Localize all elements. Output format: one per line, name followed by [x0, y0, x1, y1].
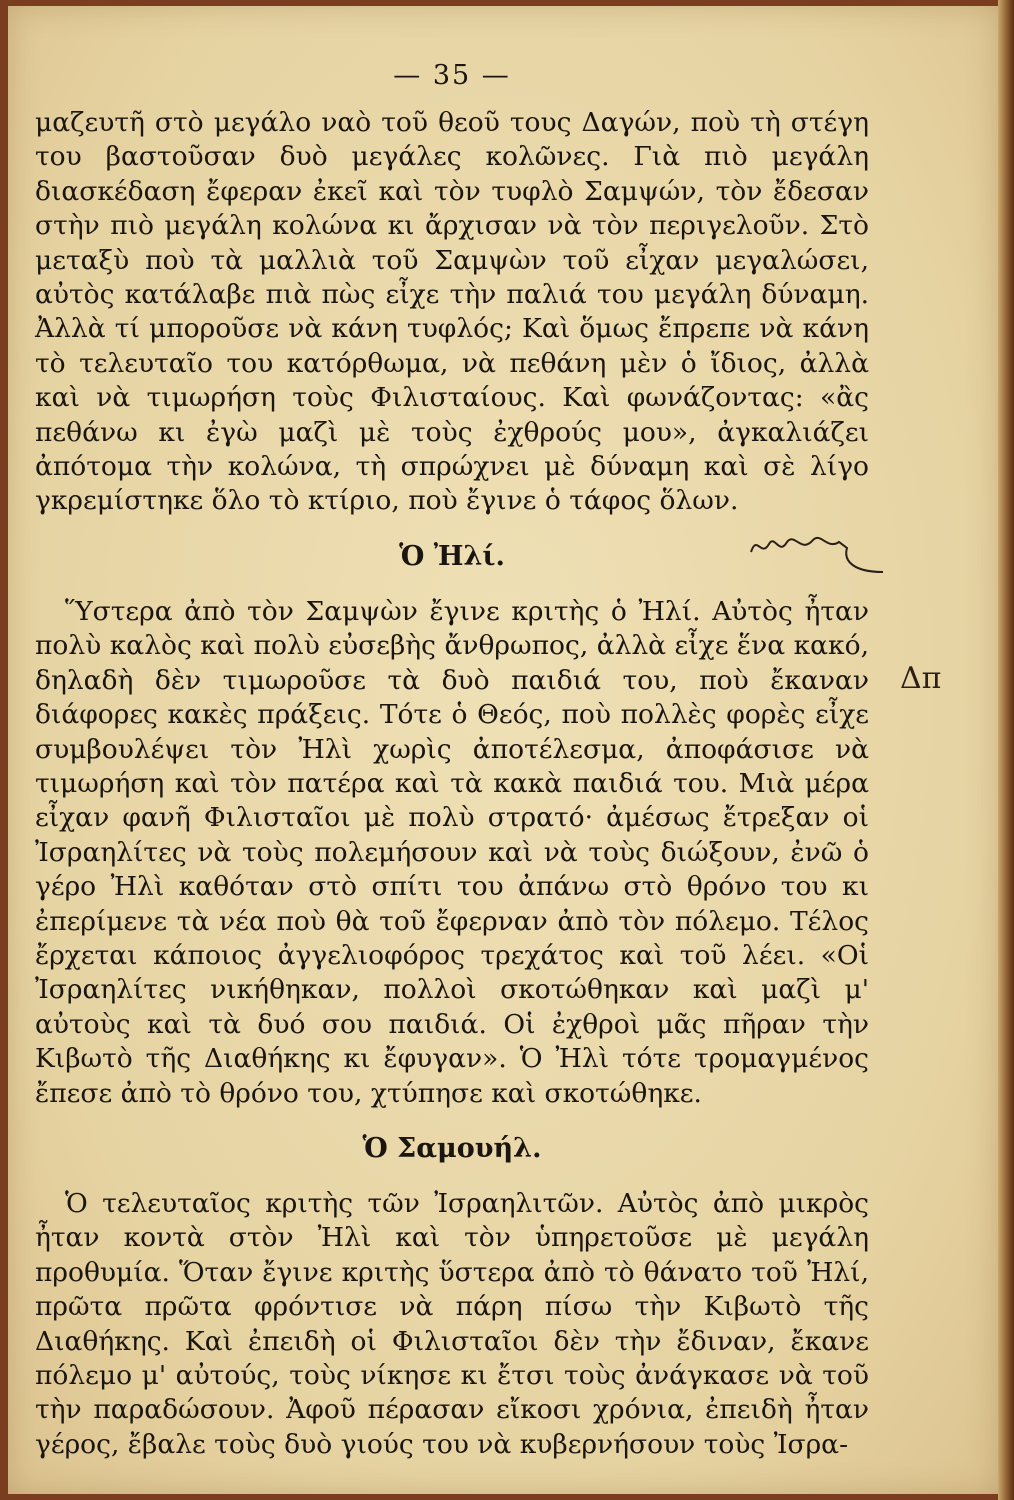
section-heading-eli: Ὁ Ἠλί. — [399, 540, 505, 572]
paragraph-samson-end: μαζευτῆ στὸ μεγάλο ναὸ τοῦ θεοῦ τους Δαγών, ποὺ τὴ στέγη του βαστοῦσαν δυὸ μεγάλες κολῶνες. Γιὰ πιὸ μεγάλη διασκέδαση ἔφεραν ἐκεῖ καὶ τὸν τυφλὸ Σαμψών, τὸν ἔδεσαν στὴν πιὸ μεγάλη κολώνα κι ἄρχισαν νὰ τὸν περιγελοῦν. Στὸ μεταξὺ ποὺ τὰ μαλλιὰ τοῦ Σαμψὼν τοῦ εἶχαν μεγαλώσει, αὐτὸς κατάλαβε πιὰ πὼς εἶχε τὴν παλιά του μεγάλη δύναμη. Ἀλλὰ τί μποροῦσε νὰ κάνη τυφλός; Καὶ ὅμως ἔπρεπε νὰ κάνη τὸ τελευταῖο του κατόρθωμα, νὰ πεθάνη μὲν ὁ ἴδιος, ἀλλὰ καὶ νὰ τιμωρήση τοὺς Φιλισταίους. Καὶ φωνάζοντας: «ἂς πεθάνω κι ἐγὼ μαζὶ μὲ τοὺς ἐχθρούς μου», ἀγκαλιάζει ἀπότομα τὴν κολώνα, τὴ σπρώχνει μὲ δύναμη καὶ σὲ λίγο γκρεμίστηκε ὅλο τὸ κτίριο, ποὺ ἔγινε ὁ τάφος ὅλων. — [35, 107, 869, 517]
pencil-scribble-icon — [743, 528, 903, 588]
paragraph-samuel: Ὁ τελευταῖος κριτὴς τῶν Ἰσραηλιτῶν. Αὐτὸς ἀπὸ μικρὸς ἦταν κοντὰ στὸν Ἠλὶ καὶ τὸν ὑπηρετοῦσε μὲ μεγάλη προθυμία. Ὅταν ἔγινε κριτὴς ὕστερα ἀπὸ τὸ θάνατο τοῦ Ἠλί, πρῶτα πρῶτα φρόντισε νὰ πάρη πίσω τὴν Κιβωτὸ τῆς Διαθήκης. Καὶ ἐπειδὴ οἱ Φιλισταῖοι δὲν τὴν ἔδιναν, ἔκανε πόλεμο μ' αὐτούς, τοὺς νίκησε κι ἔτσι τοὺς ἀνάγκασε νὰ τοῦ τὴν παραδώσουν. Ἀφοῦ πέρασαν εἴκοσι χρόνια, ἐπειδὴ ἦταν γέρος, ἔβαλε τοὺς δυὸ γιούς του νὰ κυβερνήσουν τοὺς Ἰσρα- — [35, 1187, 869, 1460]
page-content — [35, 46, 869, 1462]
book-spine-edge — [998, 0, 1014, 1500]
margin-note: Δπ — [900, 661, 942, 696]
page-number: — 35 — — [393, 60, 511, 91]
section-heading-samuel: Ὁ Σαμουήλ. — [362, 1132, 542, 1164]
paragraph-eli: Ὕστερα ἀπὸ τὸν Σαμψὼν ἔγινε κριτὴς ὁ Ἠλί. Αὐτὸς ἦταν πολὺ καλὸς καὶ πολὺ εὐσεβὴς ἄνθρωπος, ἀλλὰ εἶχε ἕνα κακό, δηλαδὴ δὲν τιμωροῦσε τὰ δυὸ παιδιά του, ποὺ ἔκαναν διάφορες κακὲς πράξεις. Τότε ὁ Θεός, ποὺ πολλὲς φορὲς εἶχε συμβουλέψει τὸν Ἠλὶ χωρὶς ἀποτέλεσμα, ἀποφάσισε νὰ τιμωρήση καὶ τὸν πατέρα καὶ τὰ κακὰ παιδιά του. Μιὰ μέρα εἶχαν φανῆ Φιλισταῖοι μὲ πολὺ στρατό· ἀμέσως ἔτρεξαν οἱ Ἰσραηλίτες νὰ τοὺς πολεμήσουν καὶ νὰ τοὺς διώξουν, ἐνῶ ὁ γέρο Ἠλὶ καθόταν στὸ σπίτι του ἀπάνω στὸ θρόνο του κι ἐπερίμενε τὰ νέα ποὺ θὰ τοῦ ἔφερναν ἀπὸ τὸν πόλεμο. Τέλος ἔρχεται κάποιος ἀγγελιοφόρος τρεχάτος καὶ τοῦ λέει. «Οἱ Ἰσραηλίτες νικήθηκαν, πολλοὶ σκοτώθηκαν καὶ μαζὶ μ' αὐτοὺς καὶ τὰ δυό σου παιδιά. Οἱ ἐχθροὶ μᾶς πῆραν τὴν Κιβωτὸ τῆς Διαθήκης κι ἔφυγαν». Ὁ Ἠλὶ τότε τρομαγμένος ἔπεσε ἀπὸ τὸ θρόνο του, χτύπησε καὶ σκοτώθηκε. — [35, 595, 869, 1109]
book-page — [8, 6, 998, 1494]
